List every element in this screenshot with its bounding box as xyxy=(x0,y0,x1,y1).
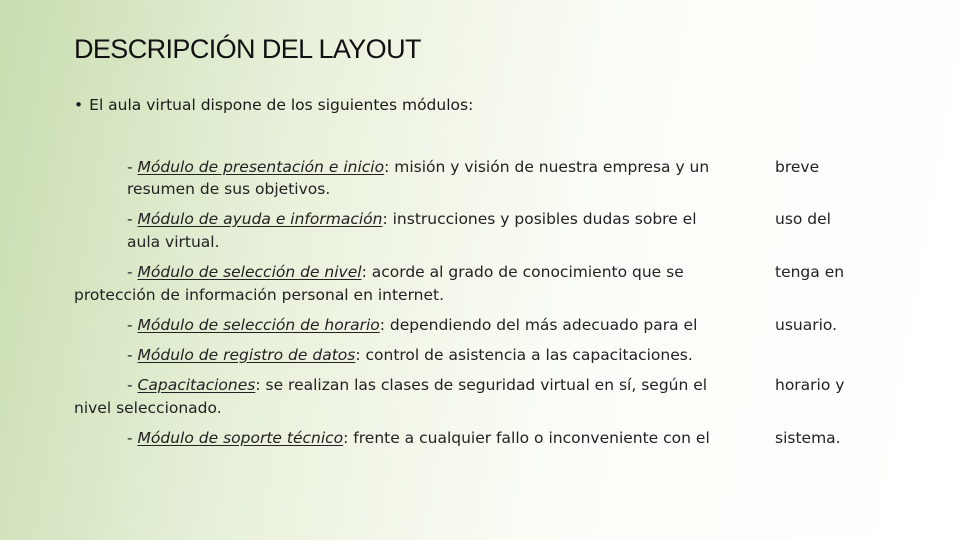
module-dash: - xyxy=(127,376,138,394)
module-line xyxy=(127,428,710,448)
module-line-tail: horario y xyxy=(775,376,845,394)
module-name: Capacitaciones xyxy=(137,376,256,394)
intro-bullet-item xyxy=(74,96,473,114)
module-line-tail: tenga en xyxy=(775,263,845,281)
module-name: Módulo de registro de datos xyxy=(137,346,356,364)
bullet-icon: • xyxy=(74,96,84,114)
module-line-continuation: nivel seleccionado. xyxy=(74,399,222,417)
module-line xyxy=(127,262,684,282)
module-dash: - xyxy=(127,158,138,176)
module-name: Módulo de presentación e inicio xyxy=(137,158,385,176)
module-description: : se realizan las clases de seguridad virtual en sí, según el xyxy=(255,376,708,394)
module-line-tail: uso del xyxy=(775,210,831,228)
module-description: : control de asistencia a las capacitaciones. xyxy=(355,346,693,364)
module-line xyxy=(127,345,693,365)
module-description: : dependiendo del más adecuado para el xyxy=(379,316,698,334)
module-line xyxy=(127,315,697,335)
module-line xyxy=(127,375,707,395)
module-dash: - xyxy=(127,210,138,228)
module-name: Módulo de ayuda e información xyxy=(137,210,383,228)
module-description: : instrucciones y posibles dudas sobre el xyxy=(382,210,697,228)
module-line-continuation: resumen de sus objetivos. xyxy=(127,180,331,198)
module-description: : misión y visión de nuestra empresa y un xyxy=(384,158,710,176)
module-dash: - xyxy=(127,263,138,281)
module-line-tail: breve xyxy=(775,158,820,176)
module-line-tail: sistema. xyxy=(775,429,841,447)
module-description: : frente a cualquier fallo o inconveniente con el xyxy=(343,429,710,447)
module-name: Módulo de soporte técnico xyxy=(137,429,344,447)
module-dash: - xyxy=(127,316,138,334)
module-line-continuation: protección de información personal en internet. xyxy=(74,286,445,304)
slide-title: DESCRIPCIÓN DEL LAYOUT xyxy=(74,34,421,64)
module-name: Módulo de selección de nivel xyxy=(137,263,362,281)
module-line-continuation: aula virtual. xyxy=(127,233,220,251)
module-dash: - xyxy=(127,346,138,364)
module-line xyxy=(127,209,697,229)
module-line-tail: usuario. xyxy=(775,316,838,334)
module-name: Módulo de selección de horario xyxy=(137,316,380,334)
module-line xyxy=(127,157,709,177)
intro-text: El aula virtual dispone de los siguientes módulos: xyxy=(89,96,474,114)
module-description: : acorde al grado de conocimiento que se xyxy=(361,263,684,281)
module-dash: - xyxy=(127,429,138,447)
